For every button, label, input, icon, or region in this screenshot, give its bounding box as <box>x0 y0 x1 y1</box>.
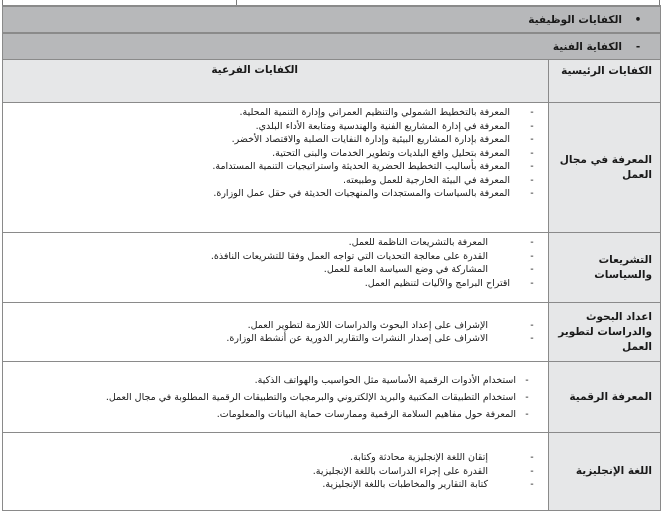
dash-icon: - <box>530 250 534 262</box>
section-title: الكفايات الوظيفية <box>528 13 623 26</box>
list-item: - الإشراف على إعداد البحوث والدراسات اللازمة لتطوير العمل. <box>7 319 538 333</box>
subsection-title-cell <box>3 33 661 60</box>
dash-icon: - <box>530 264 534 275</box>
dash-icon: - <box>530 120 534 132</box>
list-item: - المعرفة بالسياسات والمستجدات والمنهجيات الحديثة في حقل عمل الوزارة. <box>7 187 538 201</box>
sub-competency-list <box>7 106 538 201</box>
dash-icon: - <box>530 161 534 172</box>
main-competencies-header: الكفايات الرئيسية <box>549 60 661 103</box>
table-row <box>3 303 661 362</box>
sub-competency-list <box>7 451 538 492</box>
sub-competency-list <box>7 236 538 290</box>
subsection-title-row <box>3 33 661 60</box>
sub-competencies <box>3 233 549 303</box>
list-item: - المعرفة في البيئة الخارجية للعمل وطبيعته. <box>7 174 538 188</box>
section-title-row <box>3 6 661 33</box>
dash-icon: - <box>530 319 534 331</box>
list-item: -استخدام الأدوات الرقمية الأساسية مثل الحواسيب والهواتف الذكية. <box>7 372 538 389</box>
dash-icon: - <box>530 107 534 118</box>
dash-icon: - <box>530 134 534 145</box>
table-row <box>3 362 661 433</box>
main-competency: التشريعات والسياسات <box>549 233 661 303</box>
sub-competencies <box>3 303 549 362</box>
sub-competencies-header: الكفايات الفرعية <box>3 60 549 103</box>
dash-icon: - <box>530 188 534 199</box>
competencies-table <box>2 5 661 511</box>
table-row <box>3 433 661 511</box>
list-item: - اقتراح البرامج والآليات لتنظيم العمل. <box>7 277 538 291</box>
sub-competencies <box>3 433 549 511</box>
list-item: - المعرفة بإدارة المشاريع البيئية وإدارة النفايات الصلبة والاقتصاد الأخضر. <box>7 133 538 147</box>
dash-icon: - <box>530 479 534 491</box>
list-item: - المعرفة في إدارة المشاريع الفنية والهندسية ومتابعة الأداء البلدي. <box>7 120 538 134</box>
dash-icon: - <box>530 333 534 344</box>
sub-competencies <box>3 103 549 233</box>
dash-icon: - <box>530 277 534 289</box>
dash-icon: - <box>525 408 529 420</box>
list-item: - المعرفة بالتشريعات الناظمة للعمل. <box>7 236 538 250</box>
subsection-title: الكفاية الفنية <box>552 40 623 53</box>
sub-competency-list <box>7 319 538 346</box>
sub-competencies <box>3 362 549 433</box>
table-row <box>3 233 661 303</box>
dash-icon: - <box>530 452 534 464</box>
main-competency: المعرفة الرقمية <box>549 362 661 433</box>
section-title-cell <box>3 6 661 33</box>
bullet-icon: • <box>634 13 642 26</box>
main-competency: اعداد البحوث والدراسات لتطوير العمل <box>549 303 661 362</box>
main-competency: المعرفة في مجال العمل <box>549 103 661 233</box>
dash-icon: - <box>525 391 529 403</box>
list-item: -المعرفة حول مفاهيم السلامة الرقمية وممارسات حماية البيانات والمعلومات. <box>7 406 538 423</box>
list-item: - القدرة على معالجة التحديات التي تواجه العمل وفقا للتشريعات النافذة. <box>7 250 538 264</box>
list-item: - المعرفة بالتخطيط الشمولي والتنظيم العمراني وإدارة التنمية المحلية. <box>7 106 538 120</box>
list-item: - الاشراف على إصدار النشرات والتقارير الدورية عن أنشطة الوزارة. <box>7 332 538 346</box>
list-item: - المعرفة بأساليب التخطيط الحضرية الحديثة واستراتيجيات التنمية المستدامة. <box>7 160 538 174</box>
dash-icon: - <box>530 147 534 159</box>
main-competency: اللغة الإنجليزية <box>549 433 661 511</box>
list-item: -استخدام التطبيقات المكتبية والبريد الإلكتروني والبرمجيات والتطبيقات الرقمية المطلوبة في مجال العمل. <box>7 389 538 406</box>
dash-icon: - <box>530 174 534 186</box>
dash-icon: - <box>635 40 641 53</box>
dash-icon: - <box>530 237 534 248</box>
list-item: - إتقان اللغة الإنجليزية محادثة وكتابة. <box>7 451 538 465</box>
dash-icon: - <box>530 465 534 477</box>
list-item: - كتابة التقارير والمخاطبات باللغة الإنجليزية. <box>7 478 538 492</box>
list-item: - المعرفة بتحليل واقع البلديات وتطوير الخدمات والبنى التحتية. <box>7 147 538 161</box>
list-item: - المشاركة في وضع السياسة العامة للعمل. <box>7 263 538 277</box>
column-header-row <box>3 60 661 103</box>
list-item: - القدرة على إجراء الدراسات باللغة الإنجليزية. <box>7 465 538 479</box>
dash-icon: - <box>525 374 529 386</box>
sub-competency-list <box>7 372 538 423</box>
table-row <box>3 103 661 233</box>
